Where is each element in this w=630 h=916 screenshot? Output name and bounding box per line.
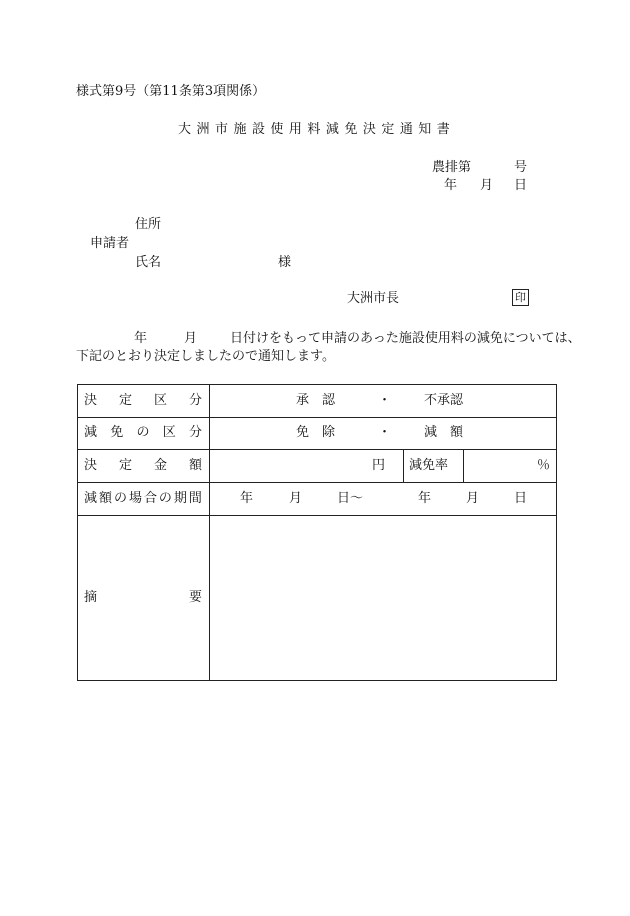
exemption-full: 免 除 (296, 425, 336, 440)
summary-label (84, 515, 202, 680)
summary-label-char: 摘 (84, 589, 98, 605)
exemption-category-label (84, 417, 202, 449)
label-char: 区 (162, 425, 176, 440)
title-char: 減 (325, 122, 339, 137)
label-char: 間 (188, 490, 202, 506)
body-line-2: 下記のとおり決定しましたので通知します。 (76, 349, 335, 364)
label-char: の (113, 490, 127, 506)
period-to-year: 年 (418, 490, 432, 506)
table-line (77, 384, 78, 681)
exemption-reduce: 減 額 (424, 425, 464, 440)
title-char: 施 (233, 122, 247, 137)
seal-mark: 印 (512, 289, 529, 306)
label-char: 定 (118, 457, 132, 473)
title-char: 用 (288, 122, 302, 137)
title-char: 書 (436, 122, 450, 137)
amount-unit: 円 (372, 457, 386, 473)
label-char: 額 (98, 490, 112, 506)
doc-number-prefix: 農排第 (432, 160, 472, 175)
label-char: 免 (110, 425, 124, 440)
body-year: 年 (134, 331, 148, 346)
body-line-1: 日付けをもって申請のあった施設使用料の減免については、 (230, 331, 581, 346)
title-char: 洲 (196, 122, 210, 137)
period-to-month: 月 (466, 490, 480, 506)
label-char: 定 (118, 392, 132, 408)
reduction-rate-label: 減免率 (409, 457, 449, 473)
period-from-month: 月 (289, 490, 303, 506)
title-char: 知 (418, 122, 432, 137)
reduction-period-label (84, 482, 202, 515)
applicant-label: 申請者 (90, 236, 130, 251)
label-char: 分 (188, 425, 202, 440)
doc-number-suffix: 号 (514, 160, 528, 175)
label-char: 決 (84, 457, 98, 473)
label-char: の (158, 490, 172, 506)
exemption-separator: ・ (378, 425, 392, 440)
label-char: の (136, 425, 150, 440)
address-label: 住所 (135, 217, 162, 232)
decision-separator: ・ (378, 392, 392, 408)
label-char: 額 (188, 457, 202, 473)
label-char: 決 (84, 392, 98, 408)
label-char: 場 (128, 490, 142, 506)
title-char: 決 (362, 122, 376, 137)
title-char: 定 (381, 122, 395, 137)
label-char: 分 (188, 392, 202, 408)
title-char: 通 (399, 122, 413, 137)
decision-approve: 承 認 (296, 392, 336, 408)
label-char: 金 (153, 457, 167, 473)
name-label: 氏名 (135, 255, 162, 270)
period-from-year: 年 (240, 490, 254, 506)
title-char: 料 (307, 122, 321, 137)
summary-label-char: 要 (188, 589, 202, 605)
decision-amount-label (84, 449, 202, 482)
title-char: 免 (344, 122, 358, 137)
decision-category-label (84, 384, 202, 417)
title-char: 市 (214, 122, 228, 137)
table-line (403, 449, 404, 482)
label-char: 減 (84, 490, 98, 506)
title-char: 設 (251, 122, 265, 137)
label-char: 期 (173, 490, 187, 506)
percent-sign: ％ (537, 457, 551, 473)
form-number: 様式第9号（第11条第3項関係） (76, 84, 266, 99)
label-char: 区 (153, 392, 167, 408)
issuer-name: 大洲市長 (347, 291, 400, 306)
honorific: 様 (278, 255, 292, 270)
label-char: 減 (84, 425, 98, 440)
issue-date-day: 日 (514, 178, 528, 193)
summary-field[interactable] (210, 516, 556, 680)
table-line (463, 449, 464, 482)
decision-reject: 不承認 (424, 392, 464, 408)
label-char: 合 (143, 490, 157, 506)
table-line (556, 384, 557, 681)
period-to-day: 日 (514, 490, 528, 506)
issue-date-year: 年 (444, 178, 458, 193)
document-title (178, 122, 450, 138)
body-month: 月 (184, 331, 198, 346)
period-from-day: 日〜 (337, 490, 364, 506)
title-char: 大 (178, 122, 192, 137)
title-char: 使 (270, 122, 284, 137)
table-line (77, 680, 557, 681)
issue-date-month: 月 (480, 178, 494, 193)
